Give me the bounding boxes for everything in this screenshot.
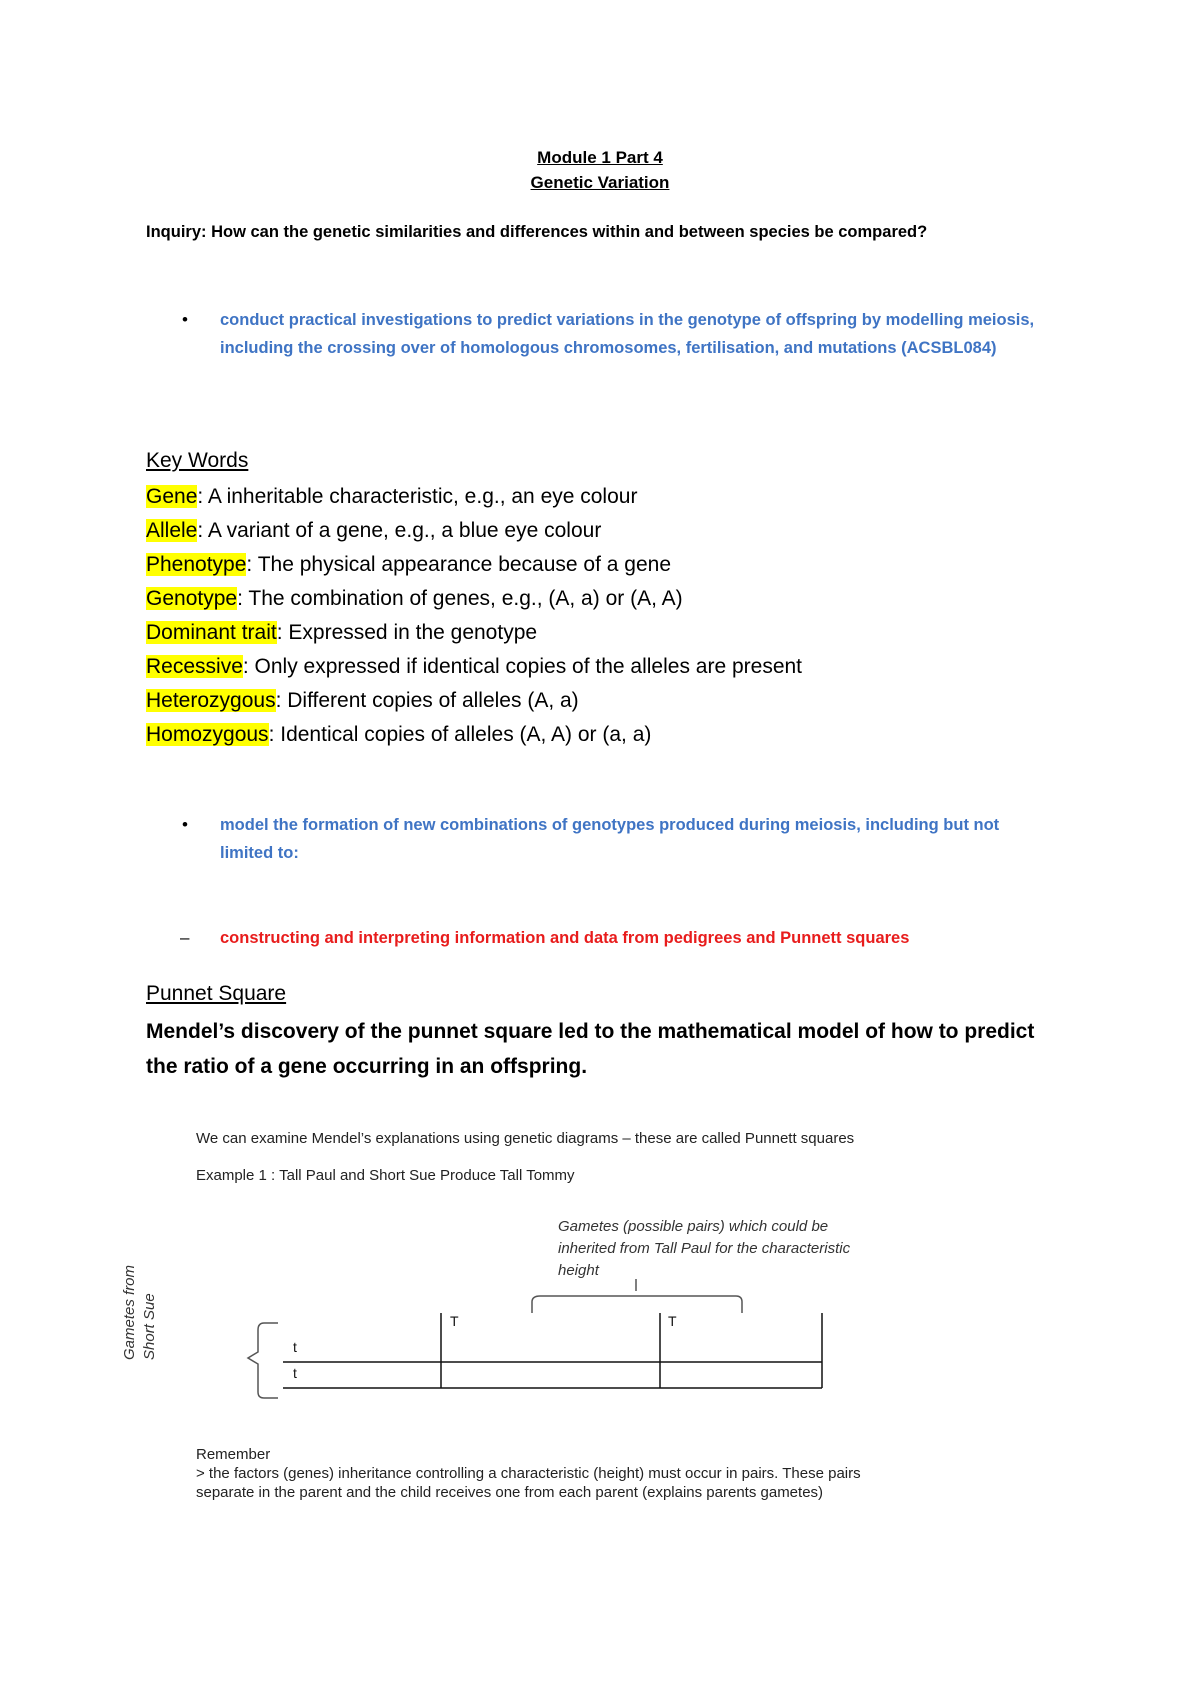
module-title: Module 1 Part 4 [537,148,663,167]
key-word-term: Dominant trait [146,621,277,644]
key-word-definition: : Different copies of alleles (A, a) [275,689,579,712]
gamete-annotation: Gametes (possible pairs) which could be inherited from Tall Paul for the characteristic height [558,1218,851,1279]
key-words-heading: Key Words [146,449,249,472]
gamete-brace [532,1279,742,1313]
key-word-term: Heterozygous [146,689,276,712]
remember-heading: Remember [196,1446,271,1463]
key-word-definition: : Identical copies of alleles (A, A) or (a, a) [268,723,652,746]
key-word-definition: : A variant of a gene, e.g., a blue eye colour [197,519,602,542]
key-word-term: Allele [146,519,198,542]
punnet-square-heading: Punnet Square [146,982,287,1005]
row-header-1: t [293,1339,297,1355]
topic-title: Genetic Variation [530,173,670,192]
inquiry-question: Inquiry: How can the genetic similarities and differences within and between species be compared? [146,223,928,241]
col-header-1: T [450,1313,459,1329]
syllabus-point-2-text: model the formation of new combinations of genotypes produced during meiosis, including but not limited to: [220,816,1000,862]
col-header-2: T [668,1313,677,1329]
syllabus-point-1-text: conduct practical investigations to predict variations in the genotype of offspring by modelling meiosis, including the crossing over of homologous chromosomes, fertilisation, and mutations (ACSBL084) [220,311,1035,357]
key-word-definition: : Expressed in the genotype [276,621,538,644]
key-word-term: Phenotype [146,553,247,576]
key-word-term: Homozygous [146,723,269,746]
side-gametes-label: Gametes from Short Sue [121,1264,158,1360]
key-word-term: Genotype [146,587,238,610]
figure-intro: We can examine Mendel’s explanations using genetic diagrams – these are called Punnett squares [196,1130,855,1147]
key-word-definition: : The physical appearance because of a gene [246,553,672,576]
row-header-2: t [293,1365,297,1381]
key-word-definition: : Only expressed if identical copies of the alleles are present [242,655,803,678]
bullet-icon: • [182,815,188,834]
key-word-term: Gene [146,485,198,508]
remember-line-1: > the factors (genes) inheritance controlling a characteristic (height) must occur in pairs. These pairs [196,1465,861,1482]
figure-example-title: Example 1 : Tall Paul and Short Sue Produce Tall Tommy [196,1167,575,1184]
remember-line-2: separate in the parent and the child receives one from each parent (explains parents gametes) [196,1484,824,1501]
punnet-square-description: Mendel’s discovery of the punnet square led to the mathematical model of how to predict the ratio of a gene occurring in an offspring. [146,1020,1035,1078]
dash-icon: – [180,928,190,947]
key-word-definition: : The combination of genes, e.g., (A, a) or (A, A) [237,587,683,610]
key-word-term: Recessive [146,655,243,678]
syllabus-subpoint-text: constructing and interpreting information and data from pedigrees and Punnett squares [220,929,910,947]
side-brace [248,1323,278,1398]
bullet-icon: • [182,310,188,329]
key-word-definition: : A inheritable characteristic, e.g., an eye colour [197,485,638,508]
